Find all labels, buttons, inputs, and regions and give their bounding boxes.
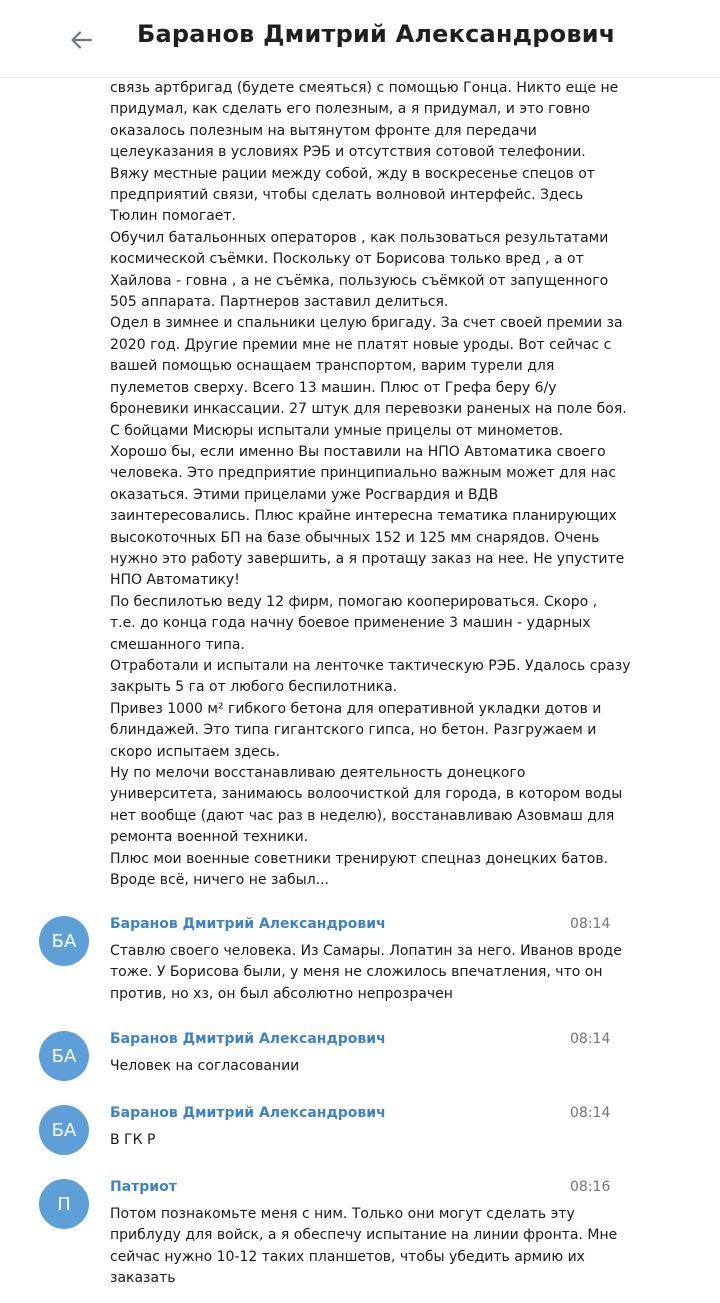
message-line: Вроде всё, ничего не забыл... bbox=[110, 872, 329, 889]
message-author[interactable]: Патриот bbox=[110, 1179, 177, 1195]
message-line: 2020 год. Другие премии мне не платят новые уроды. Вот сейчас с bbox=[110, 336, 612, 353]
message-line: Ставлю своего человека. Из Самары. Лопатин за него. Иванов вроде bbox=[110, 943, 622, 959]
message-line: университета, занимаюсь волоочисткой для города, в котором воды bbox=[110, 786, 623, 803]
message-line: Одел в зимнее и спальники целую бригаду. За счет своей премии за bbox=[110, 315, 623, 332]
message-time: 08:16 bbox=[570, 1179, 611, 1195]
message-line: предприятий связи, чтобы сделать волновой интерфейс. Здесь bbox=[110, 187, 584, 204]
chat-header bbox=[0, 0, 720, 78]
arrow-left-icon bbox=[64, 22, 100, 58]
message-line: блиндажей. Это типа гигантского гипса, но бетон. Разгружаем и bbox=[110, 722, 597, 739]
message-line: космической съёмки. Поскольку от Борисова только вред , а от bbox=[110, 251, 584, 268]
message-text bbox=[110, 941, 630, 1005]
message-line: Обучил батальонных операторов , как пользоваться результатами bbox=[110, 229, 609, 246]
message-line: тоже. У Борисова были, у меня не сложилось впечатления, что он bbox=[110, 964, 603, 981]
message-line: придумал, как сделать его полезным, а я придумал, и это говно bbox=[110, 101, 591, 118]
message-line: Потом познакомьте меня с ним. Только они могут сделать эту bbox=[110, 1206, 575, 1222]
message-author[interactable]: Баранов Дмитрий Александрович bbox=[110, 1105, 386, 1121]
message-author[interactable]: Баранов Дмитрий Александрович bbox=[110, 916, 386, 932]
message-line: Ну по мелочи восстанавливаю деятельность донецкого bbox=[110, 765, 526, 781]
message-line: пулеметов сверху. Всего 13 машин. Плюс от Грефа беру 6/у bbox=[110, 379, 557, 396]
message-text bbox=[110, 1130, 630, 1151]
message-line: С бойцами Мисюры испытали умные прицелы от минометов. bbox=[110, 422, 564, 439]
avatar[interactable]: БА bbox=[39, 1105, 89, 1155]
message-line: против, но хз, он был абсолютно непрозрачен bbox=[110, 985, 453, 1002]
message-line: броневики инкассации. 27 штук для перевозки раненых на поле боя. bbox=[110, 401, 627, 418]
avatar[interactable]: П bbox=[39, 1179, 89, 1229]
message-line: По беспилотью веду 12 фирм, помогаю кооперироваться. Скоро , bbox=[110, 593, 598, 610]
long-message-text bbox=[110, 78, 630, 891]
message-line: приблуду для войск, а я обеспечу испытание на линии фронта. Мне bbox=[110, 1227, 618, 1244]
message-line: сейчас нужно 10-12 таких планшетов, чтобы убедить армию их bbox=[110, 1248, 585, 1265]
message-line: Вяжу местные рации между собой, жду в воскресенье спецов от bbox=[110, 165, 595, 182]
avatar[interactable]: БА bbox=[39, 916, 89, 966]
message-line: Человек на согласовании bbox=[110, 1058, 300, 1074]
message-line: 505 аппарата. Партнеров заставил делиться. bbox=[110, 294, 449, 311]
message-line: Плюс мои военные советники тренируют спецназ донецких батов. bbox=[110, 850, 609, 867]
message-line: Отработали и испытали на ленточке тактическую РЭБ. Удалось сразу bbox=[110, 657, 631, 674]
message-line: смешанного типа. bbox=[110, 636, 245, 653]
message-line: оказалось полезным на вытянутом фронте для передачи bbox=[110, 122, 537, 139]
message-line: закрыть 5 га от любого беспилотника. bbox=[110, 679, 398, 696]
message-line: нет вообще (дают час раз в неделю), восстанавливаю Азовмаш для bbox=[110, 807, 615, 824]
message-author[interactable]: Баранов Дмитрий Александрович bbox=[110, 1031, 386, 1047]
message-line: В ГК Р bbox=[110, 1132, 156, 1148]
message-line: заказать bbox=[110, 1270, 176, 1287]
back-button[interactable] bbox=[64, 22, 100, 58]
chat-title: Баранов Дмитрий Александрович bbox=[137, 20, 616, 48]
message-time: 08:14 bbox=[570, 1105, 611, 1121]
message-time: 08:14 bbox=[570, 916, 611, 932]
avatar[interactable]: БА bbox=[39, 1031, 89, 1081]
message-line: Хайлова - говна , а не съёмка, пользуюсь съёмкой от запущенного bbox=[110, 272, 609, 289]
message-line: человека. Это предприятие принципиально важным может для нас bbox=[110, 465, 617, 482]
message-line: ремонта военной техники. bbox=[110, 829, 309, 846]
message-line: Хорошо бы, если именно Вы поставили на НПО Автоматика своего bbox=[110, 443, 606, 460]
message-line: связь артбригад (будете смеяться) с помощью Гонца. Никто еще не bbox=[110, 80, 619, 96]
message-text bbox=[110, 1204, 630, 1290]
message-line: нужно это работу завершить, а я протащу заказ на нее. Не упустите bbox=[110, 550, 625, 567]
message-line: целеуказания в условиях РЭБ и отсутствия сотовой телефонии. bbox=[110, 144, 586, 161]
message-line: Привез 1000 м² гибкого бетона для оперативной укладки дотов и bbox=[110, 700, 602, 717]
message-line: вашей помощью оснащаем транспортом, варим турели для bbox=[110, 358, 555, 375]
message-line: Тюлин помогает. bbox=[110, 208, 236, 225]
message-line: НПО Автоматику! bbox=[110, 572, 240, 589]
message-line: оказаться. Этими прицелами уже Росгвардия и ВДВ bbox=[110, 486, 499, 503]
message-line: высокоточных БП на базе обычных 152 и 125 мм снарядов. Очень bbox=[110, 529, 600, 546]
message-time: 08:14 bbox=[570, 1031, 611, 1047]
message-line: скоро испытаем здесь. bbox=[110, 743, 281, 760]
message-text bbox=[110, 1056, 630, 1077]
message-line: заинтересовались. Плюс крайне интересна тематика планирующих bbox=[110, 508, 617, 525]
message-line: т.е. до конца года начну боевое применение 3 машин - ударных bbox=[110, 615, 591, 632]
